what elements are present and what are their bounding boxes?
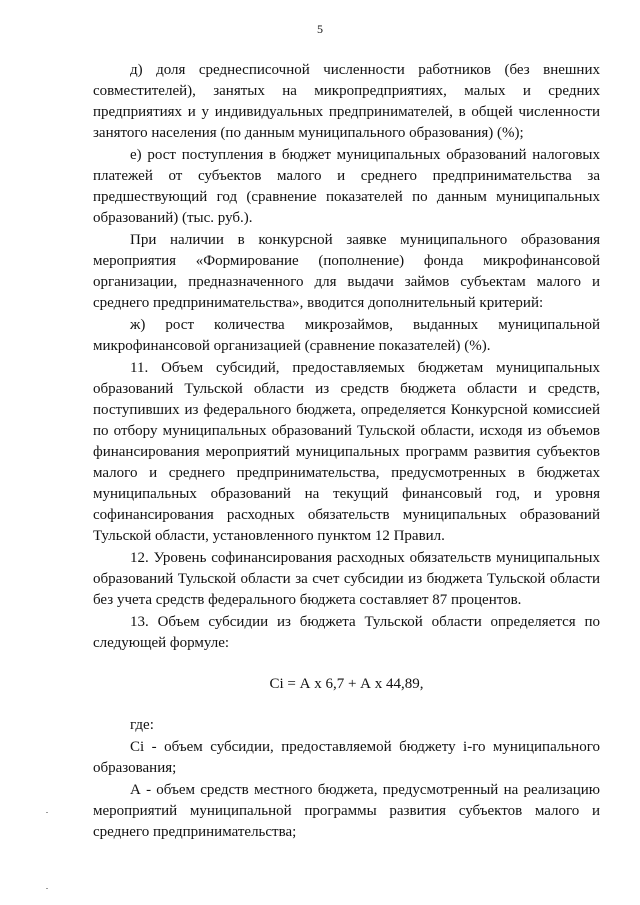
definition-a: А - объем средств местного бюджета, предусмотренный на реализацию мероприятий муниципальной программы развития субъектов малого и среднего предпринимательства; — [93, 782, 600, 840]
scan-speck — [46, 812, 48, 813]
subsidy-formula: Ci = А х 6,7 + А х 44,89, — [269, 676, 424, 692]
definition-ci: Ci - объем субсидии, предоставляемой бюджету i-го муниципального образования; — [93, 739, 600, 776]
paragraph-criterion-e: е) рост поступления в бюджет муниципальных образований налоговых платежей от субъектов малого и среднего предпринимательства за предшествующий год (сравнение показателей по данным муниципальных образований) (тыс. руб.). — [93, 147, 600, 226]
scan-speck — [46, 888, 48, 889]
paragraph-clause-12: 12. Уровень софинансирования расходных обязательств муниципальных образований Тульской области за счет субсидии из бюджета Тульской области без учета средств федерального бюджета составляет 87 процентов. — [93, 550, 600, 608]
paragraph-criterion-zh: ж) рост количества микрозаймов, выданных муниципальной микрофинансовой организацией (сравнение показателей) (%). — [93, 317, 600, 354]
paragraph-clause-13: 13. Объем субсидии из бюджета Тульской области определяется по следующей формуле: — [93, 614, 600, 651]
document-body — [93, 60, 600, 844]
paragraph-additional-criterion: При наличии в конкурсной заявке муниципального образования мероприятия «Формирование (пополнение) фонда микрофинансовой организации, предназначенного для выдачи займов субъектам малого и среднего предпринимательства», вводится дополнительный критерий: — [93, 232, 600, 311]
paragraph-clause-11: 11. Объем субсидий, предоставляемых бюджетам муниципальных образований Тульской области из средств бюджета области и средств, поступивших из федерального бюджета, определяется Конкурсной комиссией по отбору муниципальных образований Тульской области, исходя из объемов финансирования мероприятий муниципальных программ развития субъектов малого и среднего предпринимательства, предусмотренных в бюджетах муниципальных образований на текущий финансовый год, и уровня софинансирования расходных обязательств муниципальных образований Тульской области, установленного пунктом 12 Правил. — [93, 360, 600, 544]
where-label: где: — [130, 717, 154, 733]
paragraph-criterion-d: д) доля среднесписочной численности работников (без внешних совместителей), занятых на микропредприятиях, малых и средних предприятиях и у индивидуальных предпринимателей, в общей численности занятого населения (по данным муниципального образования) (%); — [93, 62, 600, 141]
page-number: 5 — [317, 22, 323, 36]
